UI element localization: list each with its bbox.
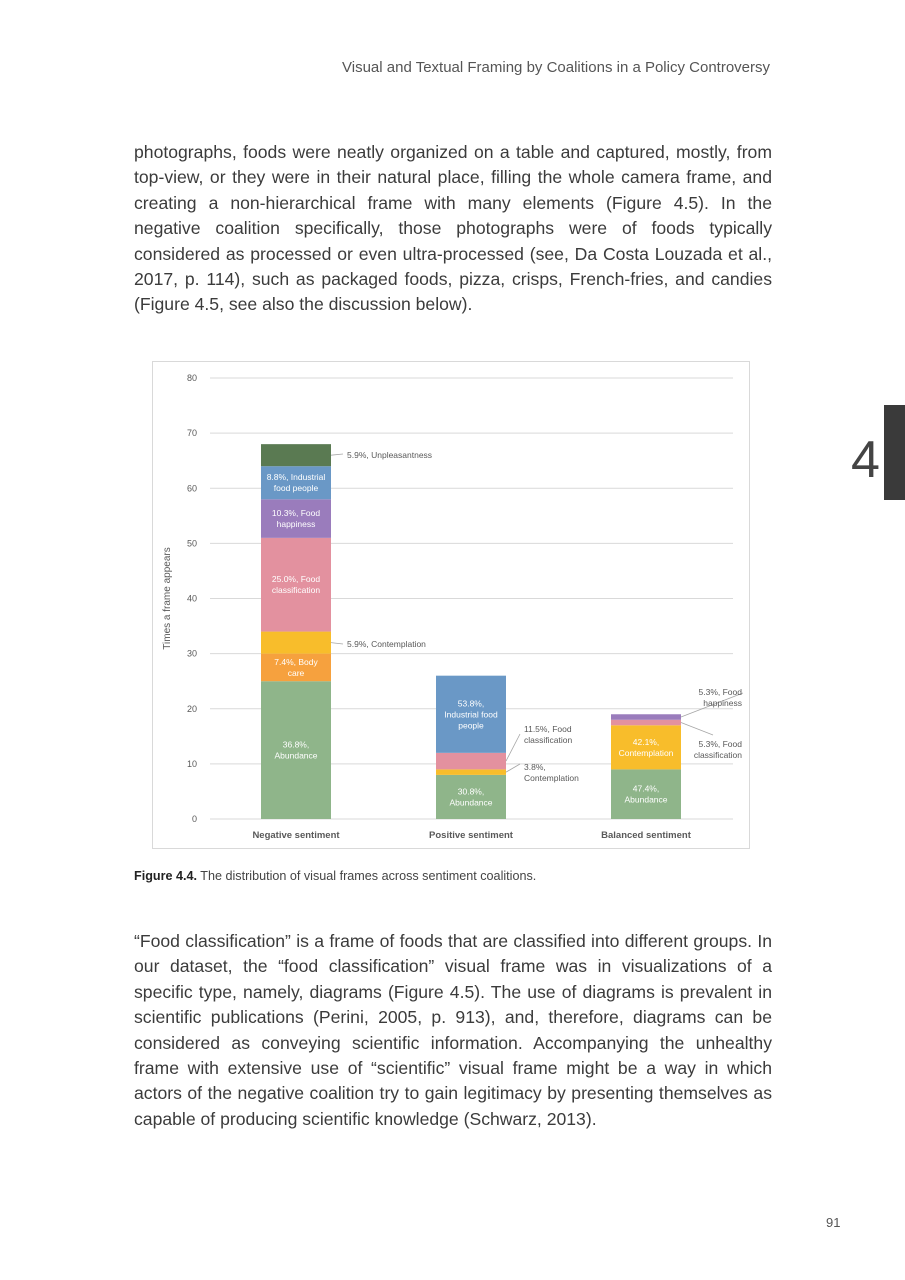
- leader-line: [681, 723, 713, 735]
- data-label: 30.8%, Abundance: [449, 786, 493, 808]
- bar-segment-contemplation: [436, 769, 506, 775]
- data-label: 47.4%, Abundance: [624, 783, 668, 805]
- data-label: 36.8%, Abundance: [274, 739, 318, 761]
- running-head: Visual and Textual Framing by Coalitions in a Policy Controversy: [342, 59, 770, 76]
- page-number: 91: [826, 1215, 841, 1230]
- body-paragraph-2: “Food classification” is a frame of foods that are classified into different groups. In our dataset, the “food classification” visual frame was in visualizations of a specific type, namely, diagrams (Figure 4.5). The use of diagrams is prevalent in scientific publications (Perini, 2005, p. 913), and, therefore, diagrams can be considered as conveying scientific information. Accompanying the unhealthy frame with extensive use of “scientific” visual frame might be a way in which actors of the negative coalition try to gain legitimacy by presenting themselves as capable of producing scientific knowledge (Schwarz, 2013).: [134, 931, 772, 1129]
- data-label: 42.1%, Contemplation: [618, 736, 674, 758]
- leader-line: [506, 764, 520, 772]
- x-category-label: Positive sentiment: [429, 830, 513, 841]
- data-label: 5.3%, Food happiness: [698, 687, 742, 708]
- bar-segment-contemplation: [261, 632, 331, 654]
- data-label: 5.3%, Food classification: [693, 739, 742, 760]
- data-label: 5.9%, Contemplation: [347, 639, 426, 649]
- y-tick-label: 10: [186, 758, 197, 769]
- bar-segment-unpleasantness: [261, 444, 331, 466]
- figure-caption: [134, 869, 536, 883]
- data-label: 11.5%, Food classification: [524, 724, 573, 745]
- leader-line: [506, 734, 520, 761]
- bar-segment-food-classification: [436, 753, 506, 770]
- leader-line: [331, 643, 343, 644]
- chapter-tab-marker: [884, 405, 905, 500]
- data-label: 7.4%, Body care: [274, 656, 318, 678]
- stacked-bar-chart: [153, 362, 749, 848]
- y-axis-title: Times a frame appears: [162, 547, 173, 650]
- chapter-number: 4: [851, 431, 880, 489]
- y-tick-label: 0: [191, 814, 197, 824]
- leader-line: [331, 454, 343, 455]
- data-label: 53.8%, Industrial food people: [444, 698, 498, 731]
- data-label: 10.3%, Food happiness: [271, 508, 321, 530]
- x-category-label: Balanced sentiment: [601, 830, 691, 841]
- y-tick-label: 50: [186, 538, 197, 549]
- y-tick-label: 20: [186, 703, 197, 714]
- figure-chart: [152, 361, 750, 849]
- y-tick-label: 60: [186, 483, 197, 494]
- body-paragraph-1: photographs, foods were neatly organized on a table and captured, mostly, from top-view, or they were in their natural place, filling the whole camera frame, and creating a non-hierarchical frame with many elements (Figure 4.5). In the negative coalition specifically, those photographs were of foods typically considered as processed or even ultra-processed (see, Da Costa Louzada et al., 2017, p. 114), such as packaged foods, pizza, crisps, French-fries, and candies (Figure 4.5, see also the discussion below).: [134, 142, 772, 315]
- bar-segment-food-happiness: [611, 714, 681, 720]
- bar-segment-food-classification: [611, 720, 681, 726]
- data-label: 25.0%, Food classification: [271, 574, 321, 596]
- data-label: 8.8%, Industrial food people: [266, 472, 326, 494]
- y-tick-label: 40: [186, 593, 197, 604]
- figure-label: Figure 4.4.: [134, 869, 197, 883]
- data-label: 3.8%, Contemplation: [524, 762, 579, 783]
- y-tick-label: 30: [186, 648, 197, 659]
- x-category-label: Negative sentiment: [252, 830, 340, 841]
- data-label: 5.9%, Unpleasantness: [347, 450, 433, 460]
- y-tick-label: 80: [186, 373, 197, 383]
- y-tick-label: 70: [186, 428, 197, 439]
- figure-caption-text: The distribution of visual frames across sentiment coalitions.: [200, 869, 537, 883]
